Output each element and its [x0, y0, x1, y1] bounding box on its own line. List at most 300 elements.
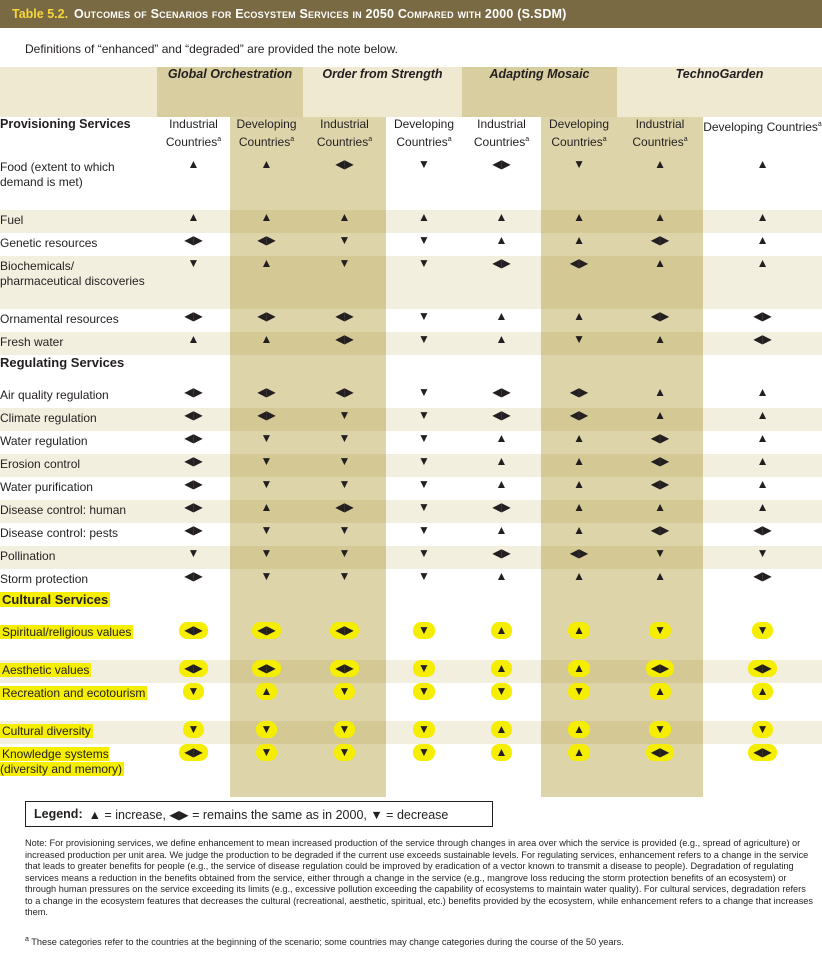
outcome-cell: [303, 660, 386, 683]
decrease-icon: ▼: [413, 622, 435, 639]
service-name: [0, 157, 157, 210]
decrease-icon: ▼: [260, 431, 273, 445]
section-spacer: [541, 592, 617, 622]
outcome-cell: [157, 569, 230, 592]
service-name-text: Biochemicals/ pharmaceutical discoveries: [0, 259, 145, 288]
outcome-cell: [386, 477, 462, 500]
outcome-cell: [703, 683, 822, 721]
outcome-cell: [541, 408, 617, 431]
increase-icon: ▲: [573, 523, 585, 537]
unchanged-icon: ◀▶: [569, 408, 589, 422]
outcome-cell: [157, 332, 230, 355]
footnote-text: These categories refer to the countries at the beginning of the scenario; some countries may change categories during the course of the 50 years.: [31, 937, 624, 948]
outcome-cell: [303, 500, 386, 523]
service-name: [0, 332, 157, 355]
outcome-cell: [462, 683, 541, 721]
unchanged-icon: ◀▶: [492, 408, 511, 422]
decrease-icon: ▼: [338, 256, 351, 270]
outcome-cell: [703, 157, 822, 210]
outcome-cell: [386, 431, 462, 454]
outcome-cell: [703, 454, 822, 477]
outcome-cell: [386, 622, 462, 660]
section-spacer: [157, 355, 230, 385]
service-name-text: Pollination: [0, 549, 56, 563]
outcome-cell: [230, 309, 303, 332]
decrease-icon: ▼: [418, 454, 430, 468]
service-name-text: Water purification: [0, 480, 93, 494]
outcome-cell: [541, 523, 617, 546]
unchanged-icon: ◀▶: [335, 309, 354, 323]
footnote-ref: a: [602, 136, 607, 143]
footnote-marker: a: [25, 936, 29, 943]
section-title-text: Regulating Services: [0, 355, 125, 370]
outcome-cell: [157, 477, 230, 500]
decrease-icon: ▼: [418, 385, 430, 399]
unchanged-icon: ◀▶: [748, 660, 776, 677]
increase-icon: ▲: [495, 454, 508, 468]
table-row: [0, 744, 822, 797]
section-spacer: [303, 355, 386, 385]
outcome-cell: [303, 721, 386, 744]
increase-icon: ▲: [187, 332, 200, 346]
service-name: [0, 431, 157, 454]
increase-icon: ▲: [260, 256, 273, 270]
service-name: [0, 546, 157, 569]
unchanged-icon: ◀▶: [753, 332, 772, 346]
decrease-icon: ▼: [418, 546, 430, 560]
decrease-icon: ▼: [418, 309, 430, 323]
increase-icon: ▲: [495, 309, 508, 323]
unchanged-icon: ◀▶: [753, 569, 772, 583]
table-row: [0, 660, 822, 683]
outcome-cell: [617, 385, 703, 408]
unchanged-icon: ◀▶: [184, 477, 203, 491]
table-row: [0, 477, 822, 500]
decrease-icon: ▼: [418, 523, 430, 537]
footnote-ref: a: [290, 136, 295, 143]
outcome-cell: [541, 744, 617, 797]
service-name: [0, 385, 157, 408]
outcome-cell: [230, 477, 303, 500]
outcome-cell: [462, 721, 541, 744]
outcome-cell: [157, 256, 230, 309]
outcome-cell: [386, 256, 462, 309]
increase-icon: ▲: [573, 210, 585, 224]
unchanged-icon: ◀▶: [179, 660, 207, 677]
section-title-text: Provisioning Services: [0, 117, 131, 131]
decrease-icon: ▼: [649, 721, 671, 738]
section-header-row: [0, 592, 822, 622]
service-name-text: Disease control: human: [0, 503, 127, 517]
unchanged-icon: ◀▶: [184, 500, 203, 514]
outcome-cell: [462, 660, 541, 683]
outcome-cell: [230, 660, 303, 683]
decrease-icon: ▼: [334, 744, 356, 761]
unchanged-icon: ◀▶: [492, 385, 511, 399]
section-spacer: [617, 355, 703, 385]
outcome-cell: [386, 546, 462, 569]
outcome-cell: [541, 683, 617, 721]
section-title: [0, 355, 157, 385]
table-row: [0, 233, 822, 256]
outcome-cell: [386, 660, 462, 683]
outcome-cell: [303, 332, 386, 355]
increase-icon: ▲: [491, 744, 513, 761]
outcome-cell: [703, 309, 822, 332]
table-row: [0, 256, 822, 309]
section-spacer: [617, 592, 703, 622]
decrease-icon: ▼: [568, 683, 590, 700]
increase-icon: ▲: [338, 210, 351, 224]
increase-icon: ▲: [756, 431, 769, 445]
service-name: [0, 721, 157, 744]
increase-icon: ▲: [756, 477, 769, 491]
decrease-icon: ▼: [418, 233, 430, 247]
outcome-cell: [157, 233, 230, 256]
unchanged-icon: ◀▶: [650, 523, 670, 537]
outcome-cell: [617, 660, 703, 683]
unchanged-icon: ◀▶: [335, 500, 354, 514]
increase-icon: ▲: [491, 721, 513, 738]
outcome-cell: [157, 385, 230, 408]
outcome-cell: [230, 454, 303, 477]
outcome-cell: [703, 477, 822, 500]
outcome-cell: [617, 523, 703, 546]
outcome-cell: [386, 569, 462, 592]
outcome-cell: [386, 744, 462, 797]
increase-icon: ▲: [756, 233, 769, 247]
scenario-header: Global Orchestration: [157, 67, 303, 117]
service-name-text: Fresh water: [0, 335, 64, 349]
increase-icon: ▲: [491, 660, 513, 677]
outcome-cell: [303, 622, 386, 660]
outcome-cell: [703, 500, 822, 523]
unchanged-icon: ◀▶: [569, 256, 589, 270]
outcome-cell: [703, 385, 822, 408]
service-name-text: Recreation and ecotourism: [2, 686, 146, 700]
decrease-icon: ▼: [418, 332, 430, 346]
decrease-icon: ▼: [413, 744, 435, 761]
outcome-cell: [386, 408, 462, 431]
country-group-label: Industrial Countries: [165, 117, 218, 149]
outcome-cell: [617, 622, 703, 660]
decrease-icon: ▼: [338, 477, 351, 491]
country-group-label: Industrial Countries: [316, 117, 369, 149]
service-name-text: Disease control: pests: [0, 526, 119, 540]
country-group-header: [303, 117, 386, 157]
outcome-cell: [617, 431, 703, 454]
increase-icon: ▲: [573, 454, 585, 468]
unchanged-icon: ◀▶: [330, 660, 358, 677]
country-group-label: Developing Countries: [236, 117, 297, 149]
service-name-text: Food (extent to which demand is met): [0, 160, 115, 189]
unchanged-icon: ◀▶: [257, 309, 276, 323]
outcome-cell: [617, 721, 703, 744]
increase-icon: ▲: [573, 500, 585, 514]
outcome-cell: [617, 332, 703, 355]
service-name: [0, 233, 157, 256]
outcome-cell: [703, 546, 822, 569]
decrease-icon: ▼: [338, 569, 351, 583]
outcome-cell: [541, 256, 617, 309]
unchanged-icon: ◀▶: [184, 569, 203, 583]
increase-icon: ▲: [654, 157, 666, 171]
outcome-cell: [541, 309, 617, 332]
decrease-icon: ▼: [260, 454, 273, 468]
outcome-cell: [303, 309, 386, 332]
decrease-icon: ▼: [418, 500, 430, 514]
table-row: [0, 309, 822, 332]
outcome-cell: [462, 431, 541, 454]
increase-icon: ▲: [568, 660, 590, 677]
increase-icon: ▲: [260, 157, 273, 171]
unchanged-icon: ◀▶: [646, 744, 674, 761]
table-row: [0, 210, 822, 233]
outcome-cell: [541, 546, 617, 569]
section-spacer: [703, 592, 822, 622]
scenario-header: Order from Strength: [303, 67, 462, 117]
table-row: [0, 408, 822, 431]
outcome-cell: [230, 500, 303, 523]
service-name: [0, 569, 157, 592]
increase-icon: ▲: [756, 210, 769, 224]
unchanged-icon: ◀▶: [492, 546, 511, 560]
outcome-cell: [541, 385, 617, 408]
increase-icon: ▲: [256, 683, 278, 700]
decrease-icon: ▼: [756, 546, 769, 560]
service-name: [0, 309, 157, 332]
outcome-cell: [303, 210, 386, 233]
outcome-cell: [541, 622, 617, 660]
country-group-header: [541, 117, 617, 157]
unchanged-icon: ◀▶: [646, 660, 674, 677]
increase-icon: ▲: [260, 500, 273, 514]
table-row: [0, 431, 822, 454]
section-spacer: [303, 592, 386, 622]
outcome-cell: [703, 210, 822, 233]
outcome-cell: [617, 454, 703, 477]
unchanged-icon: ◀▶: [184, 523, 203, 537]
increase-icon: ▲: [495, 477, 508, 491]
increase-icon: ▲: [756, 385, 769, 399]
table-row: [0, 500, 822, 523]
outcome-cell: [157, 683, 230, 721]
legend-box: [25, 801, 493, 827]
unchanged-icon: ◀▶: [650, 233, 670, 247]
decrease-icon: ▼: [338, 431, 351, 445]
country-group-header: [703, 117, 822, 157]
section-title: [0, 117, 157, 157]
unchanged-icon: ◀▶: [184, 454, 203, 468]
table-row: [0, 157, 822, 210]
unchanged-icon: ◀▶: [492, 500, 511, 514]
table-row: [0, 546, 822, 569]
decrease-icon: ▼: [187, 256, 200, 270]
unchanged-icon: ◀▶: [257, 385, 276, 399]
service-name-text: Genetic resources: [0, 236, 98, 250]
unchanged-icon: ◀▶: [650, 454, 670, 468]
increase-icon: ▲: [495, 431, 508, 445]
outcome-cell: [230, 721, 303, 744]
service-name-text: Climate regulation: [0, 411, 97, 425]
unchanged-icon: ◀▶: [753, 523, 772, 537]
outcome-cell: [303, 477, 386, 500]
section-spacer: [703, 355, 822, 385]
decrease-icon: ▼: [260, 477, 273, 491]
decrease-icon: ▼: [654, 546, 666, 560]
outcome-cell: [386, 210, 462, 233]
outcome-cell: [157, 744, 230, 797]
outcome-cell: [230, 256, 303, 309]
service-name: [0, 744, 157, 797]
unchanged-icon: ◀▶: [184, 233, 203, 247]
outcome-cell: [541, 332, 617, 355]
outcome-cell: [462, 546, 541, 569]
outcome-cell: [303, 683, 386, 721]
decrease-icon: ▼: [418, 408, 430, 422]
outcome-cell: [230, 332, 303, 355]
decrease-icon: ▼: [491, 683, 513, 700]
outcome-cell: [462, 332, 541, 355]
outcome-cell: [157, 408, 230, 431]
outcome-cell: [541, 454, 617, 477]
increase-icon: ▲: [418, 210, 430, 224]
unchanged-icon: ◀▶: [184, 408, 203, 422]
section-spacer: [386, 355, 462, 385]
country-group-header: [617, 117, 703, 157]
country-group-header: [157, 117, 230, 157]
outcome-cell: [462, 477, 541, 500]
service-name: [0, 210, 157, 233]
decrease-icon: ▼: [418, 569, 430, 583]
unchanged-icon: ◀▶: [650, 477, 670, 491]
service-name: [0, 454, 157, 477]
outcome-cell: [386, 500, 462, 523]
service-name: [0, 477, 157, 500]
service-name-text: Water regulation: [0, 434, 88, 448]
unchanged-icon: ◀▶: [492, 256, 511, 270]
outcome-cell: [703, 431, 822, 454]
unchanged-icon: ◀▶: [748, 744, 776, 761]
decrease-icon: ▼: [418, 431, 430, 445]
outcome-cell: [617, 477, 703, 500]
unchanged-icon: ◀▶: [257, 408, 276, 422]
decrease-icon: ▼: [752, 721, 774, 738]
outcome-cell: [230, 385, 303, 408]
unchanged-icon: ◀▶: [335, 157, 354, 171]
increase-icon: ▲: [573, 431, 585, 445]
decrease-icon: ▼: [338, 523, 351, 537]
increase-icon: ▲: [654, 332, 666, 346]
outcome-cell: [462, 385, 541, 408]
decrease-icon: ▼: [338, 408, 351, 422]
outcome-cell: [617, 233, 703, 256]
outcome-cell: [303, 256, 386, 309]
table-row: [0, 385, 822, 408]
increase-icon: ▲: [752, 683, 774, 700]
outcome-cell: [703, 332, 822, 355]
service-name-text: Cultural diversity: [2, 724, 91, 738]
table-row: [0, 721, 822, 744]
scenario-outcomes-table: [0, 67, 822, 797]
section-spacer: [541, 355, 617, 385]
decrease-icon: ▼: [752, 622, 774, 639]
unchanged-icon: ◀▶: [492, 157, 511, 171]
decrease-icon: ▼: [256, 721, 278, 738]
outcome-cell: [703, 721, 822, 744]
table-row: [0, 569, 822, 592]
country-group-header: [230, 117, 303, 157]
legend-text: ▲ = increase, ◀▶ = remains the same as in 2000, ▼ = decrease: [88, 807, 449, 822]
service-name: [0, 523, 157, 546]
unchanged-icon: ◀▶: [569, 546, 589, 560]
outcome-cell: [617, 569, 703, 592]
increase-icon: ▲: [187, 157, 200, 171]
increase-icon: ▲: [568, 622, 590, 639]
scenario-header-row: [0, 67, 822, 117]
country-group-label: Industrial Countries: [473, 117, 526, 149]
table-number: Table 5.2.: [12, 7, 69, 21]
section-header-row: [0, 117, 822, 157]
outcome-cell: [703, 523, 822, 546]
outcome-cell: [462, 210, 541, 233]
decrease-icon: ▼: [183, 721, 205, 738]
outcome-cell: [230, 569, 303, 592]
outcome-cell: [157, 454, 230, 477]
service-name: [0, 622, 157, 660]
subtitle: Definitions of “enhanced” and “degraded” are provided the note below.: [25, 42, 398, 56]
footnote: [25, 936, 815, 947]
header-spacer: [0, 67, 157, 117]
country-group-label: Developing Countries: [703, 120, 818, 134]
increase-icon: ▲: [654, 500, 666, 514]
scenario-header: TechnoGarden: [617, 67, 822, 117]
decrease-icon: ▼: [573, 332, 585, 346]
outcome-cell: [541, 660, 617, 683]
increase-icon: ▲: [756, 454, 769, 468]
table-row: [0, 454, 822, 477]
table-row: [0, 622, 822, 660]
outcome-cell: [541, 210, 617, 233]
scenario-header: Adapting Mosaic: [462, 67, 617, 117]
increase-icon: ▲: [654, 408, 666, 422]
outcome-cell: [703, 569, 822, 592]
increase-icon: ▲: [756, 157, 769, 171]
decrease-icon: ▼: [413, 683, 435, 700]
outcome-cell: [462, 500, 541, 523]
country-group-label: Industrial Countries: [632, 117, 685, 149]
outcome-cell: [386, 309, 462, 332]
outcome-cell: [386, 721, 462, 744]
service-name: [0, 683, 157, 721]
outcome-cell: [617, 683, 703, 721]
section-spacer: [230, 355, 303, 385]
footnote-ref: a: [368, 136, 373, 143]
outcome-cell: [386, 157, 462, 210]
increase-icon: ▲: [495, 523, 508, 537]
decrease-icon: ▼: [338, 546, 351, 560]
footnote-ref: a: [217, 136, 222, 143]
service-name-text: Aesthetic values: [2, 663, 90, 677]
service-name-text: Storm protection: [0, 572, 89, 586]
section-title-text: Cultural Services: [2, 592, 109, 607]
footnote-ref: a: [525, 136, 530, 143]
outcome-cell: [303, 569, 386, 592]
unchanged-icon: ◀▶: [650, 431, 670, 445]
table-row: [0, 523, 822, 546]
outcome-cell: [303, 744, 386, 797]
unchanged-icon: ◀▶: [184, 309, 203, 323]
